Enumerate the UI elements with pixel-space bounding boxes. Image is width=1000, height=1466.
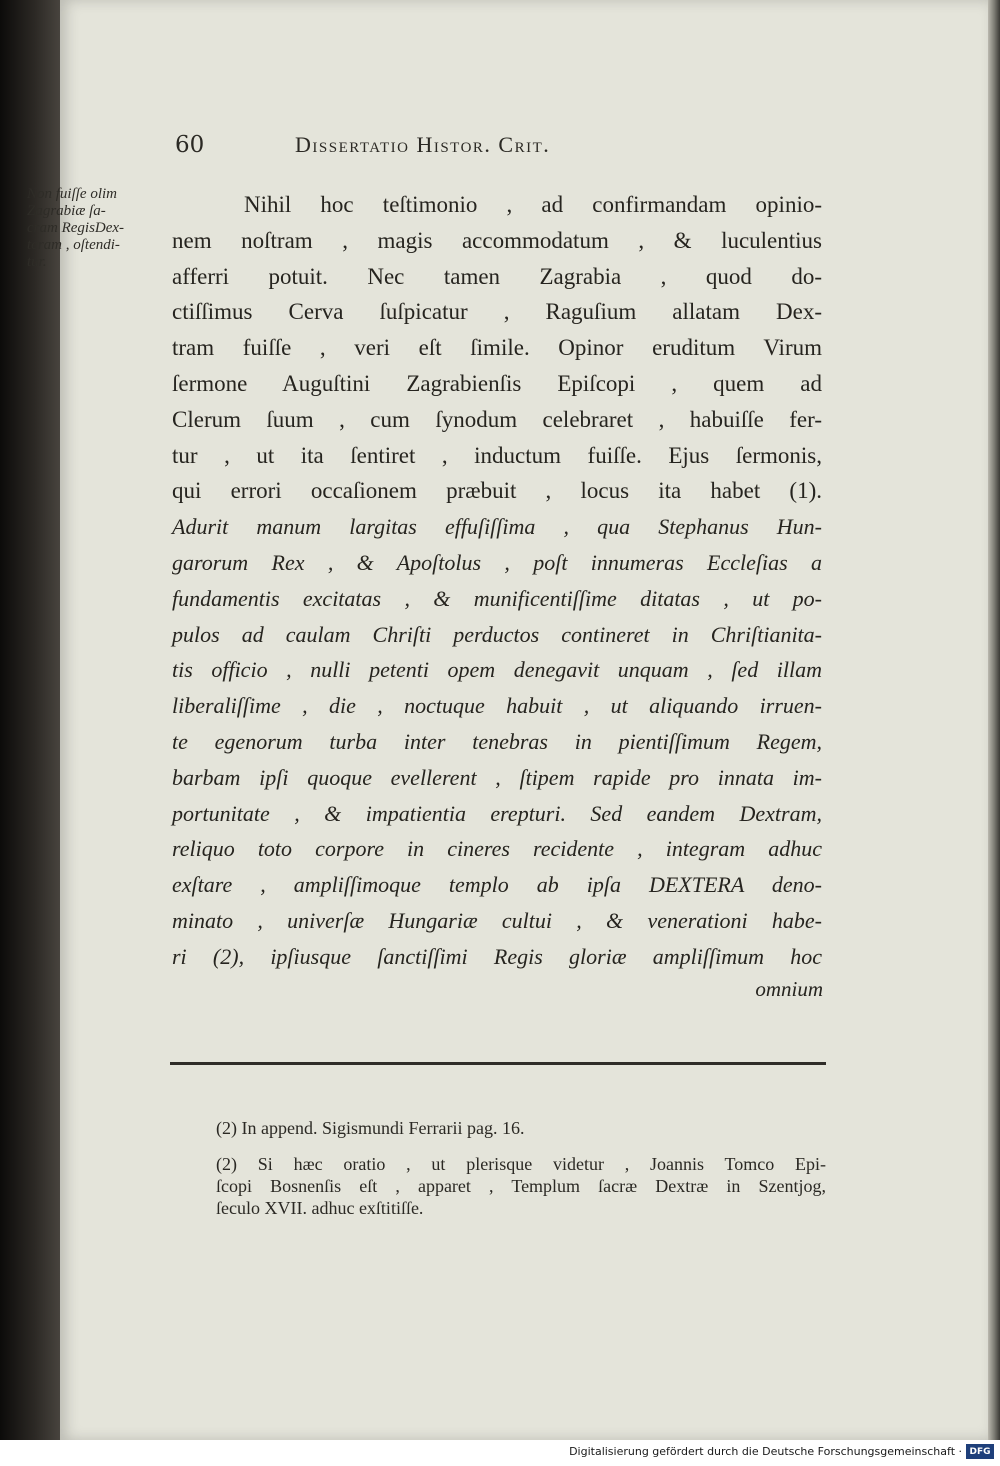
text-line: ctiſſimus Cerva ſuſpicatur , Raguſium allatam Dex- [172, 299, 822, 325]
footnotes [216, 1118, 826, 1219]
running-head [175, 132, 795, 168]
quote-line: fundamentis excitatas , & munificentiſſime ditatas , ut po- [172, 585, 822, 611]
quote-line: minato , univerſæ Hungariæ cultui , & venerationi habe- [172, 907, 822, 933]
quote-line: garorum Rex , & Apoſtolus , poſt innumeras Eccleſias a [172, 549, 822, 575]
quote-line: reliquo toto corpore in cineres recidente , integram adhuc [172, 836, 822, 862]
footnote-2-line: (2) Si hæc oratio , ut plerisque videtur , Joannis Tomco Epi- [216, 1154, 826, 1174]
margin-note-line: Zagrabiæ ſa- [27, 203, 106, 219]
quote-line: tis officio , nulli petenti opem denegavit unquam , ſed illam [172, 657, 822, 683]
text-line: Nihil hoc teſtimonio , ad confirmandam opinio- [244, 192, 822, 217]
quote-line: te egenorum turba inter tenebras in pientiſſimum Regem, [172, 728, 822, 754]
margin-note-line: tur. [27, 254, 47, 270]
digitization-credit: Digitalisierung gefördert durch die Deutsche Forschungsgemeinschaft · [569, 1445, 962, 1458]
quote-line: ri (2), ipſiusque ſanctiſſimi Regis gloriæ ampliſſimum hoc [172, 943, 822, 969]
margin-note-line: Non fuiſſe olim [27, 186, 117, 202]
page-number: 60 [175, 132, 205, 158]
text-line: tur , ut ita ſentiret , inductum fuiſſe. Ejus ſermonis, [172, 442, 822, 468]
quote-line: Adurit manum largitas effuſiſſima , qua Stephanus Hun- [172, 514, 822, 540]
quote-line: pulos ad caulam Chriſti perductos contineret in Chriſtianita- [172, 621, 822, 647]
footnote-rule [170, 1062, 826, 1065]
quote-line: barbam ipſi quoque evellerent , ſtipem rapide pro innata im- [172, 764, 822, 790]
quote-line: portunitate , & impatientia erepturi. Sed eandem Dextram, [172, 800, 822, 826]
book-outer-edge [986, 0, 1000, 1440]
dfg-logo: DFG [966, 1444, 994, 1459]
footnote-2-line: ſcopi Bosnenſis eſt , apparet , Templum ſacræ Dextræ in Szentjog, [216, 1176, 826, 1196]
body-text [172, 187, 822, 975]
quote-line: liberaliſſime , die , noctuque habuit , ut aliquando irruen- [172, 693, 822, 719]
margin-note [27, 186, 169, 271]
text-line: tram fuiſſe , veri eſt ſimile. Opinor eruditum Virum [172, 335, 822, 361]
margin-note-line: teram , oſtendi- [27, 237, 120, 253]
text-line: ſermone Auguſtini Zagrabienſis Epiſcopi , quem ad [172, 370, 822, 396]
catchword: omnium [755, 977, 823, 1001]
text-line: qui errori occaſionem præbuit , locus ita habet (1). [172, 478, 822, 504]
text-line: Clerum ſuum , cum ſynodum celebraret , habuiſſe fer- [172, 406, 822, 432]
running-head-title: Dissertatio Histor. Crit. [295, 132, 551, 157]
footnote-1: (2) In append. Sigismundi Ferrarii pag. 16. [216, 1118, 525, 1138]
footnote-2-line: ſeculo XVII. adhuc exſtitiſſe. [216, 1198, 424, 1218]
margin-note-line: cram RegisDex- [27, 220, 125, 236]
text-line: afferri potuit. Nec tamen Zagrabia , quod do- [172, 263, 822, 289]
quote-line: exſtare , ampliſſimoque templo ab ipſa DEXTERA deno- [172, 872, 822, 898]
text-line: nem noſtram , magis accommodatum , & luculentius [172, 227, 822, 253]
